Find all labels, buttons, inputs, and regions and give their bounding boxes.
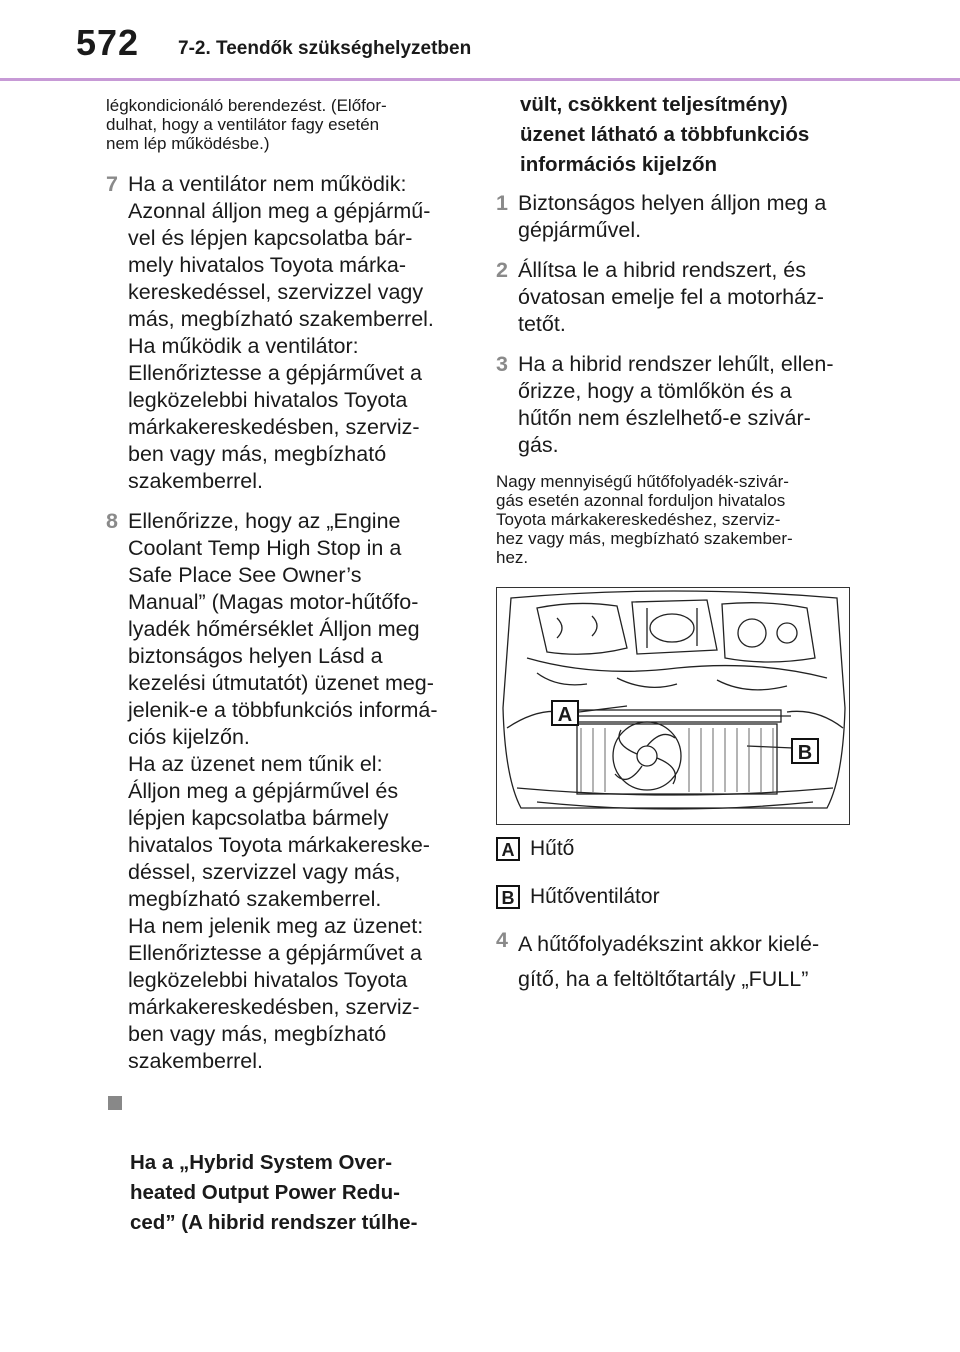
step-number: 1 xyxy=(496,191,508,215)
legend-item-a xyxy=(496,833,856,873)
legend-key: B xyxy=(496,885,520,909)
callout-a: A xyxy=(551,700,579,726)
right-column xyxy=(496,93,856,1010)
legend-label: Hűtőventilátor xyxy=(530,885,660,908)
step-3 xyxy=(496,351,856,459)
step-2 xyxy=(496,257,856,338)
step-7 xyxy=(106,171,466,495)
intro-text: légkondicionáló berendezést. (Előfor- dulhat, hogy a ventilátor fagy esetén nem lép működésbe.) xyxy=(106,96,387,153)
step-text: Állítsa le a hibrid rendszert, és óvatosan emelje fel a motorház- tetőt. xyxy=(518,258,824,336)
step-text: Ha a hibrid rendszer lehűlt, ellen- őrizze, hogy a tömlőkön és a hűtőn nem észlelhető-e szivár- gás. xyxy=(518,352,834,457)
step-text: Biztonságos helyen álljon meg a gépjárművel. xyxy=(518,191,827,242)
section-heading xyxy=(106,1088,466,1238)
engine-bay-illustration xyxy=(496,587,850,825)
note-text: Nagy mennyiségű hűtőfolyadék-szivár- gás esetén azonnal forduljon hivatalos Toyota márkakereskedéshez, szerviz- hez vagy más, megbízható szakember- hez. xyxy=(496,472,793,567)
engine-bay-drawing xyxy=(497,588,850,825)
heading-text: Ha a „Hybrid System Over- heated Output Power Redu- ced” (A hibrid rendszer túlhe- xyxy=(130,1151,418,1234)
heading-square-icon xyxy=(108,1096,122,1110)
step-4 xyxy=(496,927,856,997)
legend-key: A xyxy=(496,837,520,861)
step-1 xyxy=(496,190,856,244)
step-number: 4 xyxy=(496,928,508,952)
step-text: Ha a ventilátor nem működik: Azonnal álljon meg a gépjármű- vel és lépjen kapcsolatba bár- mely hivatalos Toyota márka- kereskedéssel, szervizzel vagy más, megbízható szakemberrel. Ha működik a ventilátor: Ellenőriztesse a gépjárművet a legközelebbi hivatalos Toyota márkakereskedésben, szerviz- ben vagy más, megbízható szakemberrel. xyxy=(128,172,434,493)
section-heading-continued: vült, csökkent teljesítmény) üzenet látható a többfunkciós információs kijelzőn xyxy=(520,93,810,176)
step-text: Ellenőrizze, hogy az „Engine Coolant Temp High Stop in a Safe Place See Owner’s Manual” (Magas motor-hűtőfo- lyadék hőmérséklet Álljon meg biztonságos helyen Lásd a kezelési útmutatót) üzenet meg- jelenik-e a többfunkciós informá- ciós kijelzőn. Ha az üzenet nem tűnik el: Álljon meg a gépjárművel és lépjen kapcsolatba bármely hivatalos Toyota márkakereske- déssel, szervizzel vagy más, megbízható szakemberrel. Ha nem jelenik meg az üzenet: Ellenőriztesse a gépjárművet a legközelebbi hivatalos Toyota márkakereskedésben, szerviz- ben vagy más, megbízható szakemberrel. xyxy=(128,509,438,1073)
step-8 xyxy=(106,508,466,1075)
step-number: 3 xyxy=(496,352,508,376)
step-number: 2 xyxy=(496,258,508,282)
legend-label: Hűtő xyxy=(530,837,575,860)
step-text: A hűtőfolyadékszint akkor kielé- gítő, ha a feltöltőtartály „FULL” xyxy=(518,932,820,991)
section-title: 7-2. Teendők szükséghelyzetben xyxy=(178,38,472,59)
step-number: 8 xyxy=(106,509,118,533)
left-column xyxy=(106,96,466,1238)
step-number: 7 xyxy=(106,172,118,196)
page-number: 572 xyxy=(76,22,140,63)
legend-item-b xyxy=(496,881,856,921)
page-header xyxy=(0,0,960,81)
callout-b: B xyxy=(791,738,819,764)
